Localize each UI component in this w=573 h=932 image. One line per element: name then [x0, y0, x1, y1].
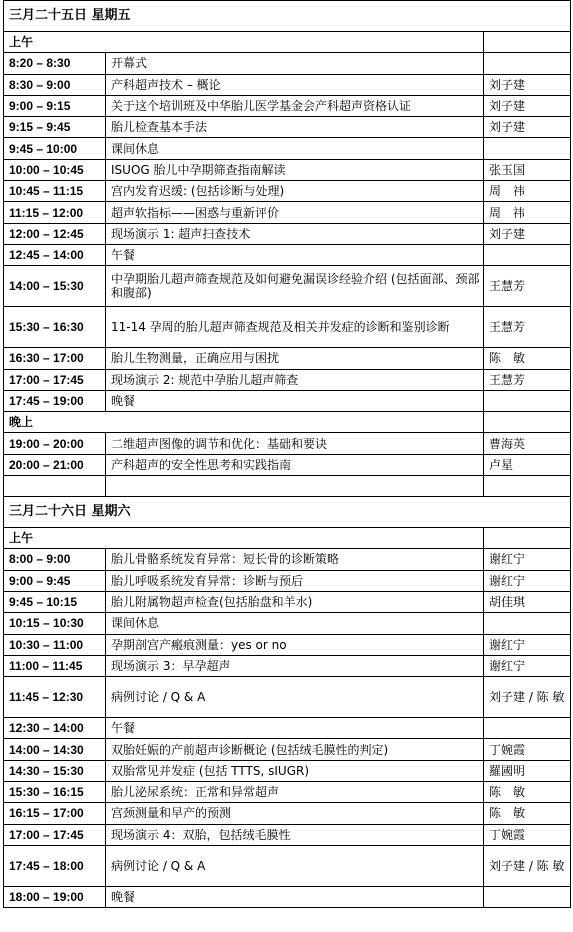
session-topic: 开幕式	[106, 53, 484, 74]
day-title: 三月二十六日 星期六	[4, 497, 571, 528]
session-row	[4, 634, 571, 655]
session-speaker: 胡佳琪	[484, 591, 571, 612]
session-row	[4, 803, 571, 824]
session-topic: 超声软指标——困惑与重新评价	[106, 202, 484, 223]
session-row	[4, 202, 571, 223]
day-header-row	[4, 497, 571, 528]
session-time: 18:00 – 19:00	[4, 886, 106, 907]
session-topic: 午餐	[106, 244, 484, 265]
session-speaker: 刘子建 / 陈 敏	[484, 677, 571, 718]
session-row	[4, 181, 571, 202]
session-time: 11:45 – 12:30	[4, 677, 106, 718]
session-topic: 午餐	[106, 718, 484, 739]
session-speaker	[484, 886, 571, 907]
session-topic: 中孕期胎儿超声筛查规范及如何避免漏误诊经验介绍 (包括面部、颈部和腹部)	[106, 266, 484, 307]
session-topic: 课间休息	[106, 138, 484, 159]
session-time: 16:30 – 17:00	[4, 348, 106, 369]
period-row	[4, 412, 571, 433]
session-topic: 胎儿骨骼系统发育异常：短长骨的诊断策略	[106, 549, 484, 570]
session-time: 15:30 – 16:30	[4, 307, 106, 348]
session-speaker: 王慧芳	[484, 369, 571, 390]
session-topic: 宫内发育迟缓: (包括诊断与处理)	[106, 181, 484, 202]
session-topic: 产科超声的安全性思考和实践指南	[106, 454, 484, 475]
session-speaker: 刘子建	[484, 74, 571, 95]
session-speaker: 刘子建	[484, 95, 571, 116]
session-row	[4, 433, 571, 454]
session-topic: 双胎常见并发症 (包括 TTTS, sIUGR)	[106, 760, 484, 781]
session-row	[4, 369, 571, 390]
session-topic: 二维超声图像的调节和优化：基础和要诀	[106, 433, 484, 454]
session-row	[4, 95, 571, 116]
period-row	[4, 32, 571, 53]
session-topic: 晚餐	[106, 390, 484, 411]
session-row	[4, 307, 571, 348]
session-time: 17:00 – 17:45	[4, 824, 106, 845]
day-header-row	[4, 1, 571, 32]
session-time: 17:00 – 17:45	[4, 369, 106, 390]
session-time: 8:30 – 9:00	[4, 74, 106, 95]
session-topic: 关于这个培训班及中华胎儿医学基金会产科超声资格认证	[106, 95, 484, 116]
session-topic: 晚餐	[106, 886, 484, 907]
session-row	[4, 348, 571, 369]
session-speaker: 丁婉霞	[484, 824, 571, 845]
session-time: 8:00 – 9:00	[4, 549, 106, 570]
session-row	[4, 138, 571, 159]
session-topic: 病例讨论 / Q & A	[106, 677, 484, 718]
session-time: 16:15 – 17:00	[4, 803, 106, 824]
session-topic: 现场演示 4：双胎，包括绒毛膜性	[106, 824, 484, 845]
session-time: 15:30 – 16:15	[4, 782, 106, 803]
session-row	[4, 824, 571, 845]
session-time: 17:45 – 18:00	[4, 845, 106, 886]
session-row	[4, 117, 571, 138]
session-time: 9:45 – 10:15	[4, 591, 106, 612]
session-time: 9:00 – 9:15	[4, 95, 106, 116]
blank-cell	[4, 476, 106, 497]
session-speaker: 王慧芳	[484, 307, 571, 348]
session-speaker: 谢红宁	[484, 655, 571, 676]
session-row	[4, 677, 571, 718]
session-time: 11:15 – 12:00	[4, 202, 106, 223]
session-speaker: 陈 敏	[484, 803, 571, 824]
session-speaker: 谢红宁	[484, 549, 571, 570]
session-topic: 胎儿泌尿系统：正常和异常超声	[106, 782, 484, 803]
blank-row	[4, 476, 571, 497]
session-topic: 11-14 孕周的胎儿超声筛查规范及相关并发症的诊断和鉴别诊断	[106, 307, 484, 348]
session-row	[4, 53, 571, 74]
period-label: 上午	[4, 528, 484, 549]
session-row	[4, 549, 571, 570]
session-time: 12:30 – 14:00	[4, 718, 106, 739]
session-speaker: 曹海英	[484, 433, 571, 454]
session-speaker	[484, 390, 571, 411]
period-spacer	[484, 412, 571, 433]
session-row	[4, 655, 571, 676]
session-row	[4, 223, 571, 244]
period-spacer	[484, 32, 571, 53]
session-topic: 孕期剖宫产瘢痕测量：yes or no	[106, 634, 484, 655]
session-time: 12:00 – 12:45	[4, 223, 106, 244]
session-topic: 现场演示 1: 超声扫查技术	[106, 223, 484, 244]
session-time: 14:00 – 14:30	[4, 739, 106, 760]
session-row	[4, 454, 571, 475]
session-speaker: 周 祎	[484, 181, 571, 202]
schedule-body	[4, 1, 571, 908]
session-topic: 现场演示 2: 规范中孕胎儿超声筛查	[106, 369, 484, 390]
session-speaker: 卢星	[484, 454, 571, 475]
session-topic: 产科超声技术 – 概论	[106, 74, 484, 95]
session-time: 14:30 – 15:30	[4, 760, 106, 781]
session-topic: 胎儿呼吸系统发育异常：诊断与预后	[106, 570, 484, 591]
session-row	[4, 74, 571, 95]
session-topic: ISUOG 胎儿中孕期筛查指南解读	[106, 159, 484, 180]
session-speaker	[484, 613, 571, 634]
session-topic: 现场演示 3：早孕超声	[106, 655, 484, 676]
session-speaker	[484, 53, 571, 74]
session-time: 10:30 – 11:00	[4, 634, 106, 655]
schedule-table	[3, 0, 571, 908]
day-title: 三月二十五日 星期五	[4, 1, 571, 32]
session-speaker: 刘子建 / 陈 敏	[484, 845, 571, 886]
session-row	[4, 760, 571, 781]
session-topic: 胎儿检查基本手法	[106, 117, 484, 138]
session-row	[4, 613, 571, 634]
session-topic: 课间休息	[106, 613, 484, 634]
session-speaker: 刘子建	[484, 223, 571, 244]
session-row	[4, 739, 571, 760]
session-speaker: 羅國明	[484, 760, 571, 781]
session-speaker: 刘子建	[484, 117, 571, 138]
session-speaker: 谢红宁	[484, 570, 571, 591]
session-row	[4, 886, 571, 907]
session-topic: 胎儿生物测量，正确应用与困扰	[106, 348, 484, 369]
blank-cell	[106, 476, 484, 497]
session-time: 17:45 – 19:00	[4, 390, 106, 411]
session-row	[4, 718, 571, 739]
session-row	[4, 266, 571, 307]
session-time: 14:00 – 15:30	[4, 266, 106, 307]
period-spacer	[484, 528, 571, 549]
session-time: 9:15 – 9:45	[4, 117, 106, 138]
session-row	[4, 390, 571, 411]
session-speaker: 王慧芳	[484, 266, 571, 307]
session-speaker: 丁婉霞	[484, 739, 571, 760]
session-time: 10:00 – 10:45	[4, 159, 106, 180]
session-topic: 病例讨论 / Q & A	[106, 845, 484, 886]
session-time: 12:45 – 14:00	[4, 244, 106, 265]
session-speaker: 谢红宁	[484, 634, 571, 655]
session-speaker	[484, 718, 571, 739]
session-time: 9:45 – 10:00	[4, 138, 106, 159]
session-row	[4, 845, 571, 886]
session-speaker: 陈 敏	[484, 348, 571, 369]
session-speaker	[484, 138, 571, 159]
session-row	[4, 591, 571, 612]
session-topic: 宫颈测量和早产的预测	[106, 803, 484, 824]
session-speaker: 陈 敏	[484, 782, 571, 803]
session-time: 11:00 – 11:45	[4, 655, 106, 676]
period-label: 上午	[4, 32, 484, 53]
session-time: 10:15 – 10:30	[4, 613, 106, 634]
session-time: 19:00 – 20:00	[4, 433, 106, 454]
period-row	[4, 528, 571, 549]
session-time: 10:45 – 11:15	[4, 181, 106, 202]
session-row	[4, 159, 571, 180]
session-topic: 胎儿附属物超声检查(包括胎盘和羊水)	[106, 591, 484, 612]
session-speaker	[484, 244, 571, 265]
session-speaker: 张玉国	[484, 159, 571, 180]
session-time: 20:00 – 21:00	[4, 454, 106, 475]
session-speaker: 周 祎	[484, 202, 571, 223]
session-time: 9:00 – 9:45	[4, 570, 106, 591]
blank-cell	[484, 476, 571, 497]
session-topic: 双胎妊娠的产前超声诊断概论 (包括绒毛膜性的判定)	[106, 739, 484, 760]
session-row	[4, 782, 571, 803]
period-label: 晚上	[4, 412, 484, 433]
session-time: 8:20 – 8:30	[4, 53, 106, 74]
session-row	[4, 244, 571, 265]
session-row	[4, 570, 571, 591]
